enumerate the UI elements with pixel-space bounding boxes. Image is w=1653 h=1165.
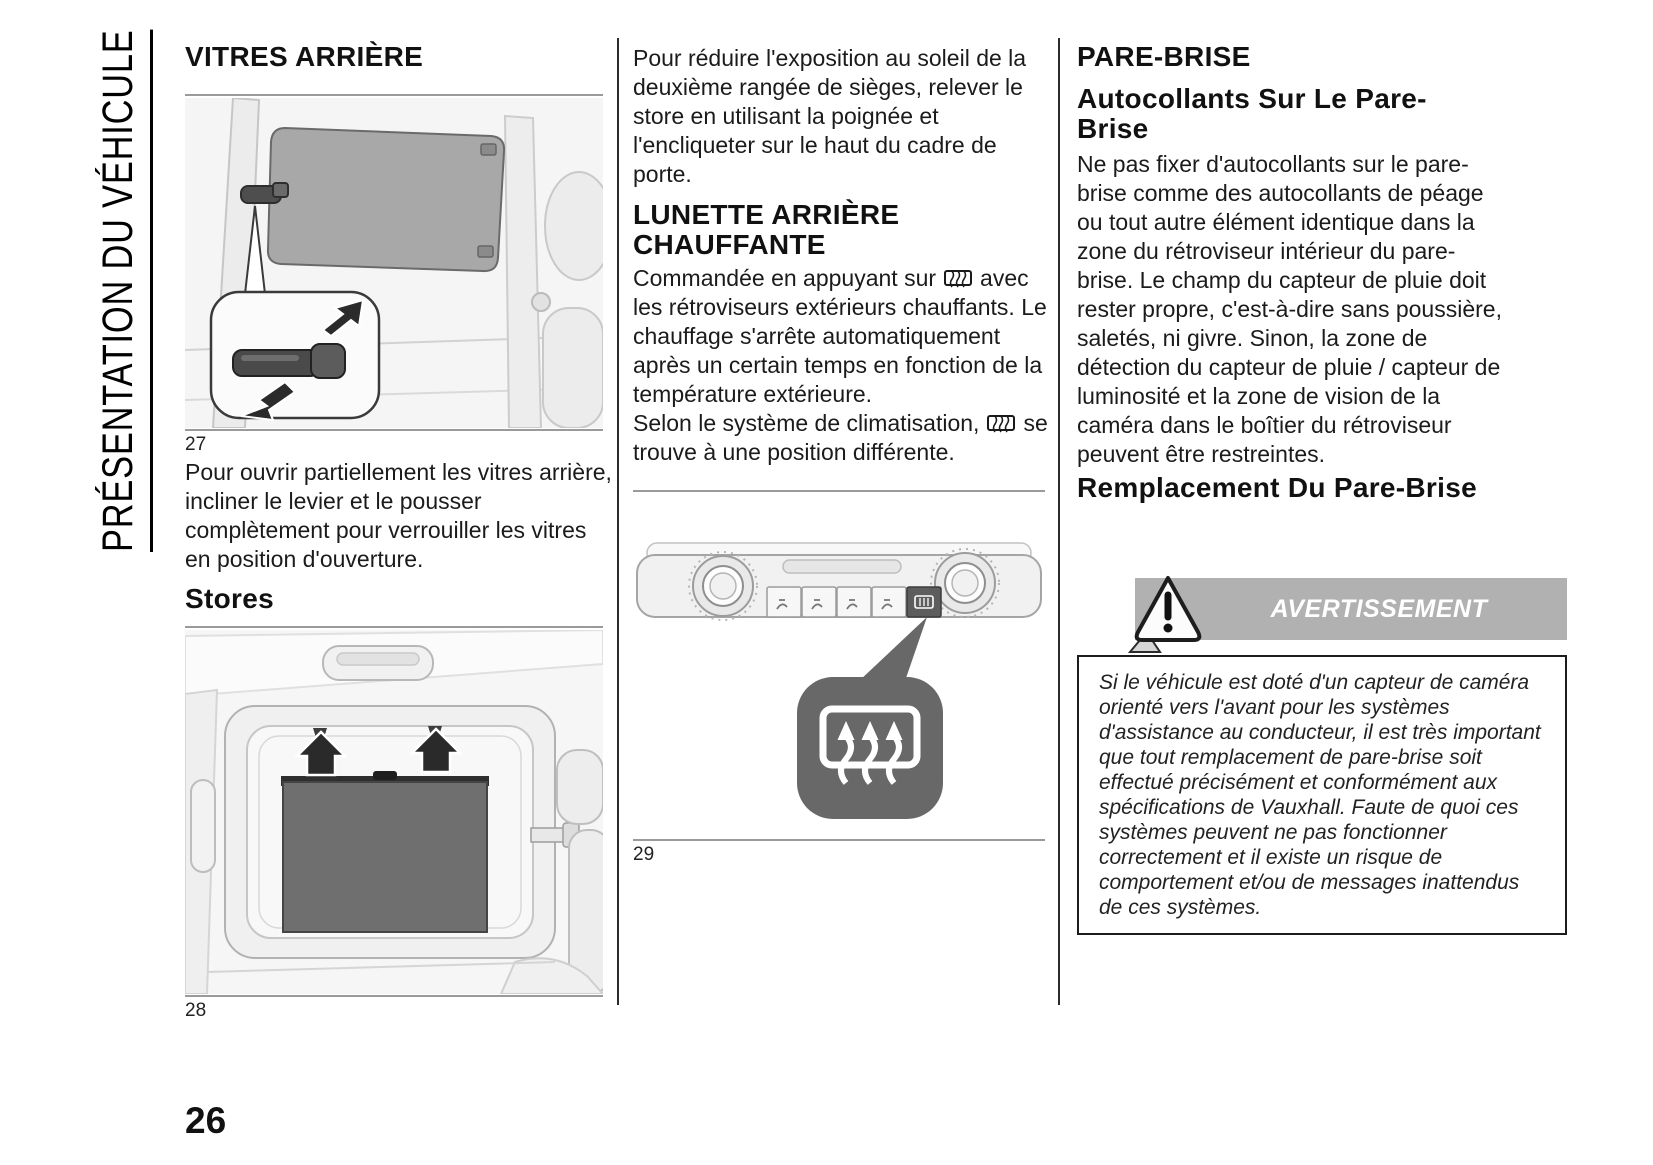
para-windscreen-stickers: Ne pas fixer d'autocollants sur le pare-brise comme des autocollants de péage ou tout autre élément identique dans la zone du rétroviseur intérieur du pare-brise. Le champ du capteur de pluie doit rester propre, c'est-à-dire sans poussière, saletés, ni givre. Sinon, la zone de détection du capteur de pluie / capteur de luminosité et la zone de vision de la caméra dans le boîtier du rétroviseur peuvent être restreintes. xyxy=(1077,151,1502,467)
warning-triangle-icon xyxy=(1128,570,1208,656)
warning-text: Si le véhicule est doté d'un capteur de caméra orienté vers l'avant pour les systèmes d'assistance au conducteur, il est très important que tout remplacement de pare-brise soit effectué précisément et conformément aux spécifications de Vauxhall. Faute de quoi ces systèmes peuvent ne pas fonctionner correctement et il existe un risque de comportement et/ou de messages inattendus de ces systèmes. xyxy=(1099,671,1541,919)
para-climate-position: Selon le système de climatisation, se trouve à une position différente. xyxy=(633,410,1048,465)
warning-banner-label: AVERTISSEMENT xyxy=(1270,594,1488,623)
chapter-title: PRÉSENTATION DU VÉHICULE xyxy=(94,29,153,552)
chapter-sidebar xyxy=(94,0,150,552)
heated-rear-window-icon xyxy=(943,267,973,289)
button-row xyxy=(767,587,941,617)
para-heated-window-block xyxy=(633,264,1048,467)
figure-27-top-rule xyxy=(185,94,603,96)
page-number: 26 xyxy=(185,1100,227,1141)
column-divider-left xyxy=(617,38,619,1005)
heading-windscreen: PARE-BRISE xyxy=(1077,41,1251,72)
column-divider-right xyxy=(1058,38,1060,1005)
figure-28-top-rule xyxy=(185,626,603,628)
figure-27-bottom-rule xyxy=(185,429,603,431)
para-open-windows: Pour ouvrir partiellement les vitres arrière, incliner le levier et le pousser complètement pour verrouiller les vitres en position d'ouverture. xyxy=(185,459,612,572)
figure-28-label: 28 xyxy=(185,1000,207,1021)
figure-28-bottom-rule xyxy=(185,995,603,997)
heading-heated-rear-window: LUNETTE ARRIÈRE CHAUFFANTE xyxy=(633,199,900,260)
warning-text-box xyxy=(1077,655,1567,935)
heading-blinds: Stores xyxy=(185,583,274,614)
figure-29-bottom-rule xyxy=(633,839,1045,841)
heading-windscreen-stickers: Autocollants Sur Le Pare-Brise xyxy=(1077,83,1427,144)
callout-bubble xyxy=(797,677,943,819)
para-heated-window: Commandée en appuyant sur avec les rétroviseurs extérieurs chauffants. Le chauffage s'arrête automatiquement après un certain temps en fonction de la température extérieure. xyxy=(633,265,1047,407)
para-sun-blind: Pour réduire l'exposition au soleil de la deuxième rangée de sièges, relever le store en utilisant la poignée et l'encliqueter sur le haut du cadre de porte. xyxy=(633,45,1027,187)
figure-29-label: 29 xyxy=(633,844,655,865)
window-blind-illustration xyxy=(185,630,603,994)
climate-panel-illustration xyxy=(633,497,1045,837)
heated-rear-window-icon xyxy=(986,412,1016,434)
figure-27-label: 27 xyxy=(185,434,207,455)
heading-windscreen-replacement: Remplacement Du Pare-Brise xyxy=(1077,472,1477,503)
rear-window-latch-illustration xyxy=(185,98,603,428)
heading-rear-windows: VITRES ARRIÈRE xyxy=(185,41,424,72)
figure-29-top-rule xyxy=(633,490,1045,492)
